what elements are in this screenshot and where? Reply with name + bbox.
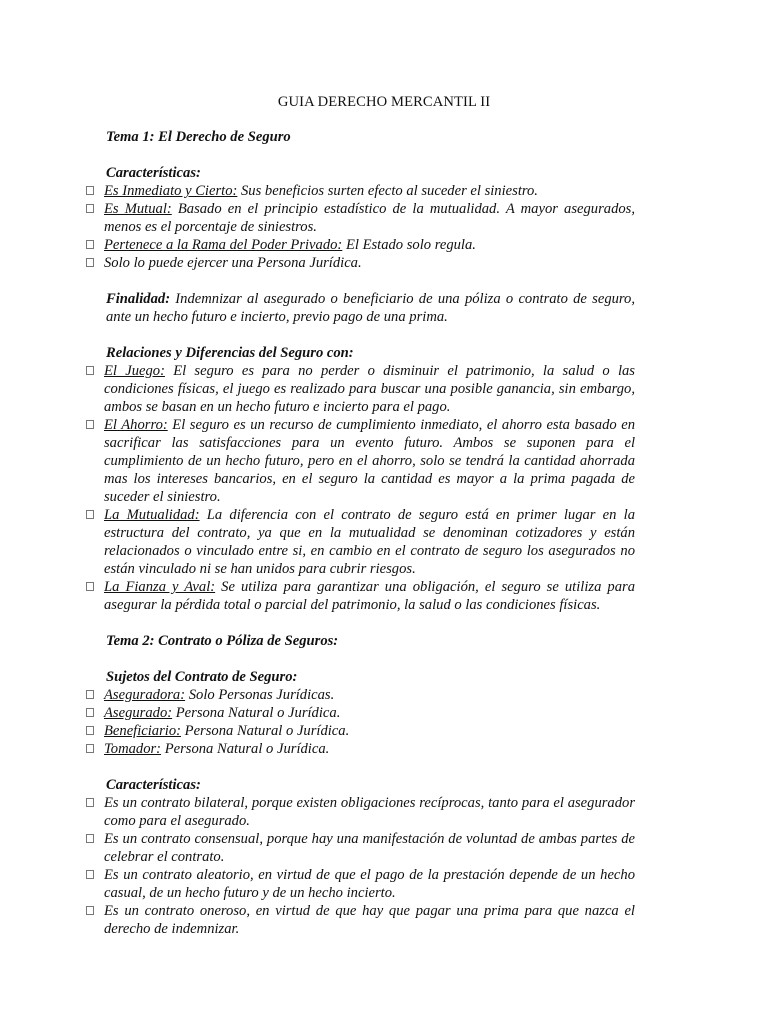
item-text: Sus beneficios surten efecto al suceder el siniestro.	[237, 183, 538, 199]
item-label: El Ahorro:	[104, 417, 168, 433]
item-text: Solo lo puede ejercer una Persona Jurídica.	[104, 255, 362, 271]
checkbox-bullet-icon	[86, 510, 94, 519]
tema2-heading: Tema 2: Contrato o Póliza de Seguros:	[106, 633, 339, 649]
list-item	[86, 704, 635, 722]
finalidad-label: Finalidad:	[106, 291, 171, 307]
list-item	[86, 200, 635, 236]
checkbox-bullet-icon	[86, 708, 94, 717]
list-item	[86, 362, 635, 416]
finalidad-text: Indemnizar al asegurado o beneficiario de una póliza o contrato de seguro, ante un hecho futuro e incierto, previo pago de una prima.	[106, 291, 635, 325]
sujetos-heading: Sujetos del Contrato de Seguro:	[106, 669, 298, 685]
list-item	[86, 578, 635, 614]
checkbox-bullet-icon	[86, 870, 94, 879]
checkbox-bullet-icon	[86, 906, 94, 915]
checkbox-bullet-icon	[86, 186, 94, 195]
list-item	[86, 182, 635, 200]
checkbox-bullet-icon	[86, 366, 94, 375]
relaciones-list	[86, 362, 635, 614]
item-label: Es Mutual:	[104, 201, 172, 217]
checkbox-bullet-icon	[86, 240, 94, 249]
checkbox-bullet-icon	[86, 258, 94, 267]
sujetos-list	[86, 686, 635, 758]
item-text: Persona Natural o Jurídica.	[181, 723, 350, 739]
list-item	[86, 866, 635, 902]
caracteristicas2-heading: Características:	[106, 777, 201, 793]
list-item	[86, 794, 635, 830]
checkbox-bullet-icon	[86, 744, 94, 753]
item-text: Persona Natural o Jurídica.	[172, 705, 341, 721]
list-item	[86, 506, 635, 578]
caracteristicas2-list	[86, 794, 635, 938]
item-text: El Estado solo regula.	[342, 237, 476, 253]
item-label: Tomador:	[104, 741, 162, 757]
item-text: Es un contrato aleatorio, en virtud de que el pago de la prestación depende de un hecho casual, de un hecho futuro y de un hecho incierto.	[104, 867, 635, 901]
caracteristicas1-list	[86, 182, 635, 272]
document-title: GUIA DERECHO MERCANTIL II	[277, 94, 491, 110]
item-text: Persona Natural o Jurídica.	[161, 741, 330, 757]
item-text: El seguro es un recurso de cumplimiento inmediato, el ahorro esta basado en sacrificar las satisfacciones para un evento futuro. Ambos se suponen para el cumplimiento de un hecho futuro, pero en el ahorro, solo se tendrá la cantidad ahorrada mas los intereses bancarios, en el seguro la cantidad es mayor a la prima pagada de suceder el siniestro.	[104, 417, 635, 505]
item-text: Se utiliza para garantizar una obligación, el seguro se utiliza para asegurar la pérdida total o parcial del patrimonio, la salud o las condiciones físicas.	[104, 579, 635, 613]
list-item	[86, 722, 635, 740]
item-label: El Juego:	[104, 363, 165, 379]
list-item	[86, 254, 635, 272]
list-item	[86, 416, 635, 506]
checkbox-bullet-icon	[86, 204, 94, 213]
caracteristicas1-heading: Características:	[106, 165, 201, 181]
item-label: Es Inmediato y Cierto:	[104, 183, 238, 199]
list-item	[86, 902, 635, 938]
item-label: Beneficiario:	[104, 723, 181, 739]
list-item	[86, 686, 635, 704]
item-text: Basado en el principio estadístico de la mutualidad. A mayor asegurados, menos es el porcentaje de siniestros.	[104, 201, 635, 235]
finalidad-paragraph	[86, 290, 635, 326]
checkbox-bullet-icon	[86, 798, 94, 807]
item-text: Es un contrato consensual, porque hay una manifestación de voluntad de ambas partes de celebrar el contrato.	[104, 831, 635, 865]
item-label: La Fianza y Aval:	[104, 579, 216, 595]
list-item	[86, 236, 635, 254]
item-label: Asegurado:	[104, 705, 173, 721]
tema1-heading: Tema 1: El Derecho de Seguro	[106, 129, 291, 145]
item-text: Es un contrato bilateral, porque existen obligaciones recíprocas, tanto para el asegurador como para el asegurado.	[104, 795, 635, 829]
item-text: El seguro es para no perder o disminuir el patrimonio, la salud o las condiciones físicas, el juego es realizado para buscar una posible ganancia, sin embargo, ambos se basan en un hecho futuro e incierto para el pago.	[104, 363, 635, 415]
checkbox-bullet-icon	[86, 726, 94, 735]
checkbox-bullet-icon	[86, 690, 94, 699]
relaciones-heading: Relaciones y Diferencias del Seguro con:	[106, 345, 354, 361]
list-item	[86, 740, 635, 758]
list-item	[86, 830, 635, 866]
item-text: Solo Personas Jurídicas.	[185, 687, 335, 703]
checkbox-bullet-icon	[86, 582, 94, 591]
item-text: La diferencia con el contrato de seguro está en primer lugar en la estructura del contrato, ya que en la mutualidad se denominan cotizadores y están relacionados o vinculado entre si, en cambio en el contrato de seguro los asegurados no están vinculado ni se han unidos para cubrir riesgos.	[104, 507, 635, 577]
item-label: Aseguradora:	[104, 687, 186, 703]
document-body	[86, 128, 635, 938]
item-label: La Mutualidad:	[104, 507, 200, 523]
item-label: Pertenece a la Rama del Poder Privado:	[104, 237, 343, 253]
checkbox-bullet-icon	[86, 420, 94, 429]
checkbox-bullet-icon	[86, 834, 94, 843]
item-text: Es un contrato oneroso, en virtud de que hay que pagar una prima para que nazca el derecho de indemnizar.	[104, 903, 635, 937]
